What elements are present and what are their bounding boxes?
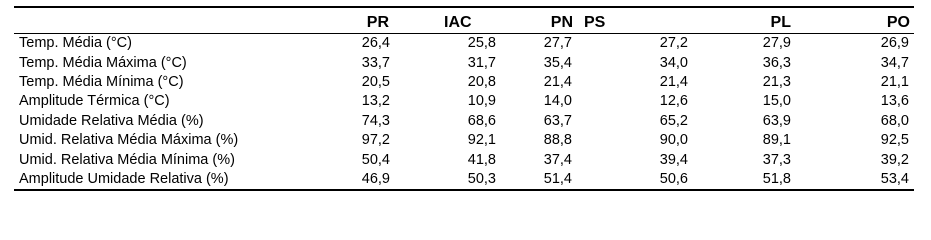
cell-pn: 51,4 — [503, 170, 576, 190]
table-row — [14, 131, 914, 150]
header-row — [14, 7, 914, 34]
cell-pr: 20,5 — [361, 73, 390, 90]
cell-po: 34,7 — [880, 54, 909, 71]
table-row — [14, 170, 914, 190]
cell-iac: 10,9 — [467, 93, 496, 110]
header-pr: PR — [314, 7, 417, 34]
cell-pn: 14,0 — [543, 93, 572, 110]
row-label: Temp. Média (°C) — [19, 35, 132, 52]
table-row — [14, 73, 914, 92]
cell-pl: 89,1 — [762, 132, 791, 149]
cell-po: 21,1 — [880, 73, 909, 90]
row-label: Temp. Média Máxima (°C) — [19, 54, 187, 71]
cell-pn: 37,4 — [543, 151, 572, 168]
climate-table — [14, 6, 914, 191]
cell-pn: 63,7 — [543, 112, 572, 129]
cell-iac: 50,3 — [417, 170, 503, 190]
table-row — [14, 92, 914, 111]
cell-pr: 97,2 — [361, 132, 390, 149]
cell-pl: 63,9 — [762, 112, 791, 129]
cell-pr: 74,3 — [361, 112, 390, 129]
header-iac: IAC — [417, 7, 503, 34]
cell-pn: 27,7 — [543, 35, 572, 52]
cell-iac: 92,1 — [467, 132, 496, 149]
cell-po: 39,2 — [880, 151, 909, 168]
table-row — [14, 53, 914, 72]
cell-pl: 37,3 — [762, 151, 791, 168]
cell-pr: 13,2 — [361, 93, 390, 110]
cell-iac: 68,6 — [467, 112, 496, 129]
cell-po: 13,6 — [880, 93, 909, 110]
cell-pn: 35,4 — [543, 54, 572, 71]
row-label: Temp. Média Mínima (°C) — [19, 73, 184, 90]
cell-ps: 12,6 — [659, 93, 688, 110]
header-empty — [14, 7, 314, 34]
row-label: Umid. Relativa Média Máxima (%) — [19, 132, 239, 149]
cell-pn: 88,8 — [543, 132, 572, 149]
cell-iac: 25,8 — [467, 35, 496, 52]
cell-ps: 34,0 — [659, 54, 688, 71]
climate-table-container — [14, 6, 914, 191]
row-label: Umid. Relativa Média Mínima (%) — [19, 151, 235, 168]
row-label: Amplitude Umidade Relativa (%) — [14, 170, 314, 190]
cell-ps: 27,2 — [659, 35, 688, 52]
cell-pl: 51,8 — [691, 170, 821, 190]
cell-pr: 26,4 — [361, 35, 390, 52]
cell-pl: 15,0 — [762, 93, 791, 110]
cell-pl: 21,3 — [762, 73, 791, 90]
row-label: Umidade Relativa Média (%) — [19, 112, 204, 129]
cell-ps: 65,2 — [659, 112, 688, 129]
table-row — [14, 112, 914, 131]
cell-pl: 36,3 — [762, 54, 791, 71]
table-row — [14, 34, 914, 54]
cell-ps: 90,0 — [659, 132, 688, 149]
row-label: Amplitude Térmica (°C) — [19, 93, 170, 110]
cell-po: 53,4 — [821, 170, 914, 190]
cell-pr: 33,7 — [361, 54, 390, 71]
cell-pn: 21,4 — [543, 73, 572, 90]
cell-iac: 20,8 — [467, 73, 496, 90]
cell-iac: 31,7 — [467, 54, 496, 71]
cell-ps: 39,4 — [659, 151, 688, 168]
header-po: PO — [821, 7, 914, 34]
cell-pl: 27,9 — [762, 35, 791, 52]
header-pn: PN — [503, 7, 576, 34]
header-pl: PL — [691, 7, 821, 34]
cell-ps: 21,4 — [659, 73, 688, 90]
cell-iac: 41,8 — [467, 151, 496, 168]
cell-po: 68,0 — [880, 112, 909, 129]
cell-po: 92,5 — [880, 132, 909, 149]
header-ps: PS — [576, 7, 691, 34]
cell-pr: 50,4 — [361, 151, 390, 168]
cell-pr: 46,9 — [314, 170, 417, 190]
table-row — [14, 150, 914, 169]
cell-po: 26,9 — [880, 35, 909, 52]
cell-ps: 50,6 — [576, 170, 691, 190]
